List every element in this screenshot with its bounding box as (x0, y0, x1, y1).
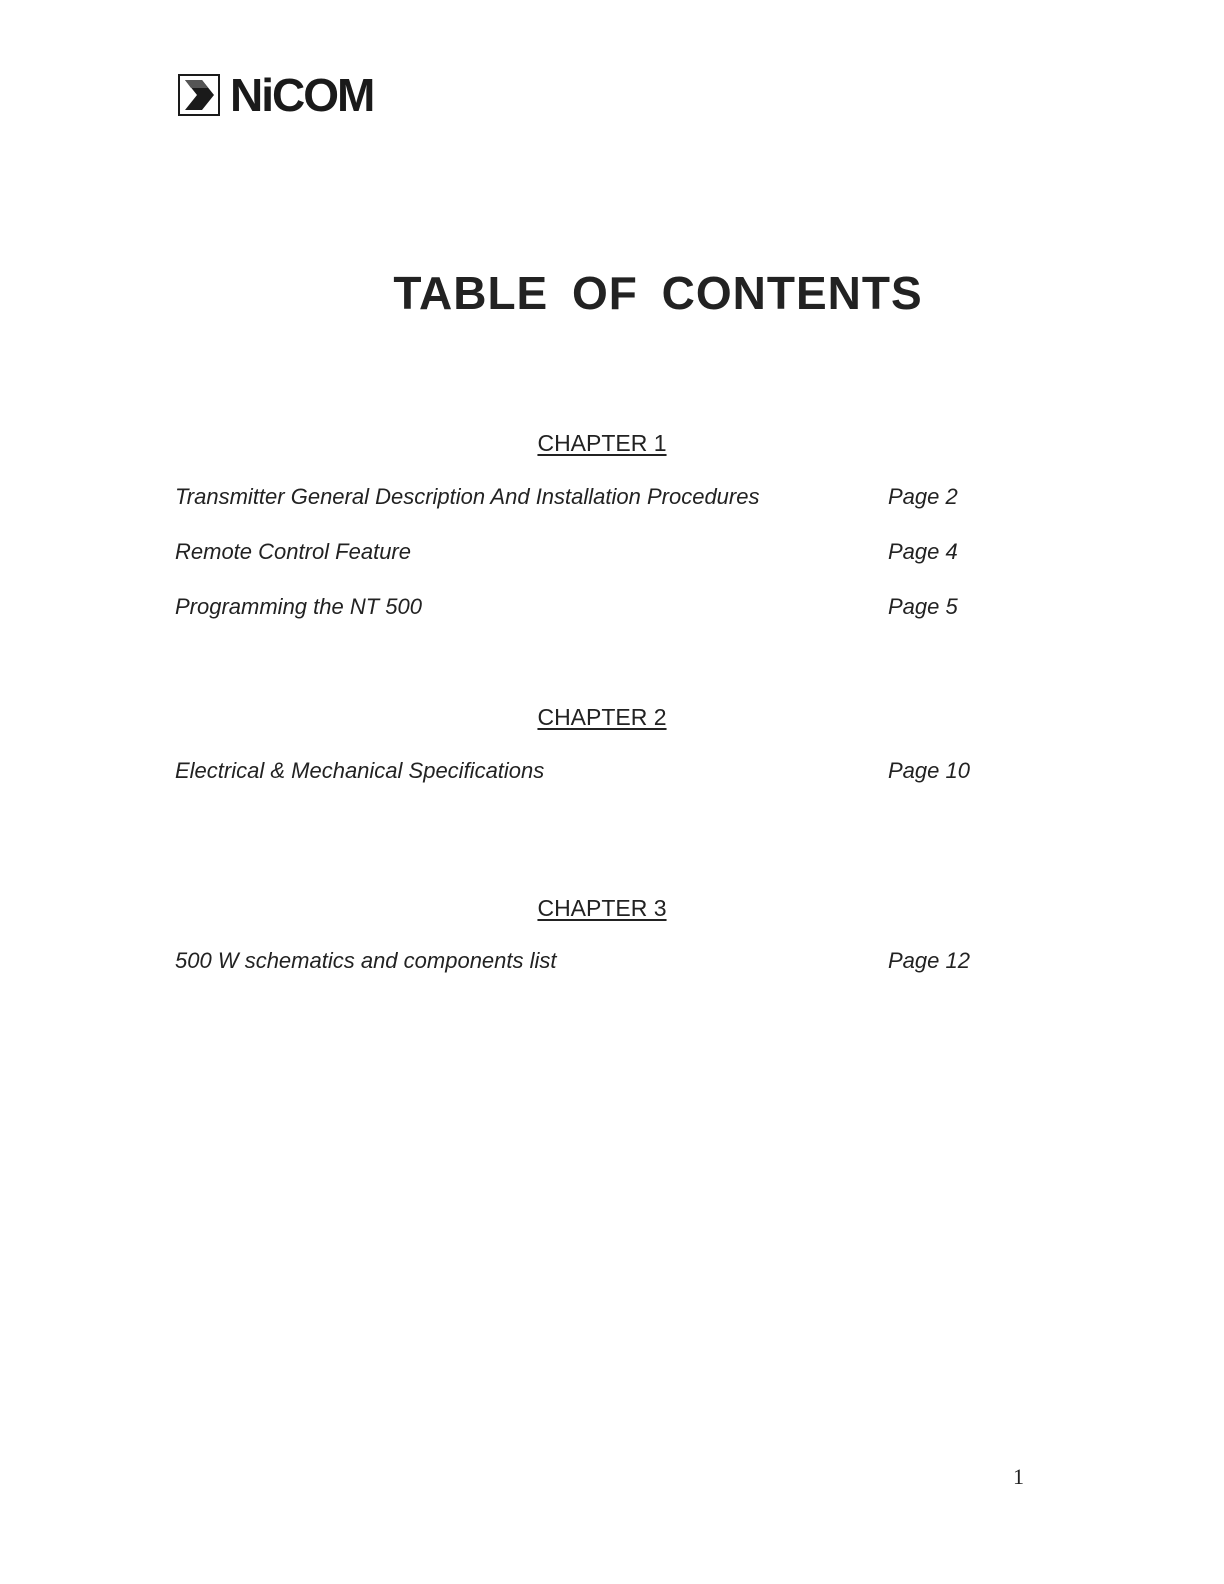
toc-entry[interactable] (175, 758, 995, 788)
toc-entry[interactable] (175, 948, 995, 978)
toc-entry-title: 500 W schematics and components list (175, 948, 557, 973)
logo-text: NiCOM (230, 69, 374, 121)
toc-entry-page: Page 4 (888, 539, 958, 564)
chapter-heading: CHAPTER 3 (537, 895, 667, 921)
toc-entry[interactable] (175, 484, 995, 514)
page-number: 1 (1013, 1464, 1024, 1489)
page-title: TABLE OF CONTENTS (393, 267, 923, 319)
toc-entry-title: Programming the NT 500 (175, 594, 422, 619)
toc-entry-page: Page 12 (888, 948, 970, 973)
toc-entry-title: Transmitter General Description And Installation Procedures (175, 484, 760, 509)
toc-entry-title: Remote Control Feature (175, 539, 411, 564)
toc-entry-page: Page 5 (888, 594, 958, 619)
company-logo (178, 69, 374, 121)
toc-entry-title: Electrical & Mechanical Specifications (175, 758, 545, 783)
chapter-heading: CHAPTER 2 (537, 704, 667, 730)
chapter-heading: CHAPTER 1 (537, 430, 667, 456)
toc-entry-page: Page 10 (888, 758, 970, 783)
toc-entry-page: Page 2 (888, 484, 958, 509)
nicom-arrow-logo-icon (178, 74, 220, 116)
toc-entry[interactable] (175, 539, 995, 569)
toc-entry[interactable] (175, 594, 995, 624)
